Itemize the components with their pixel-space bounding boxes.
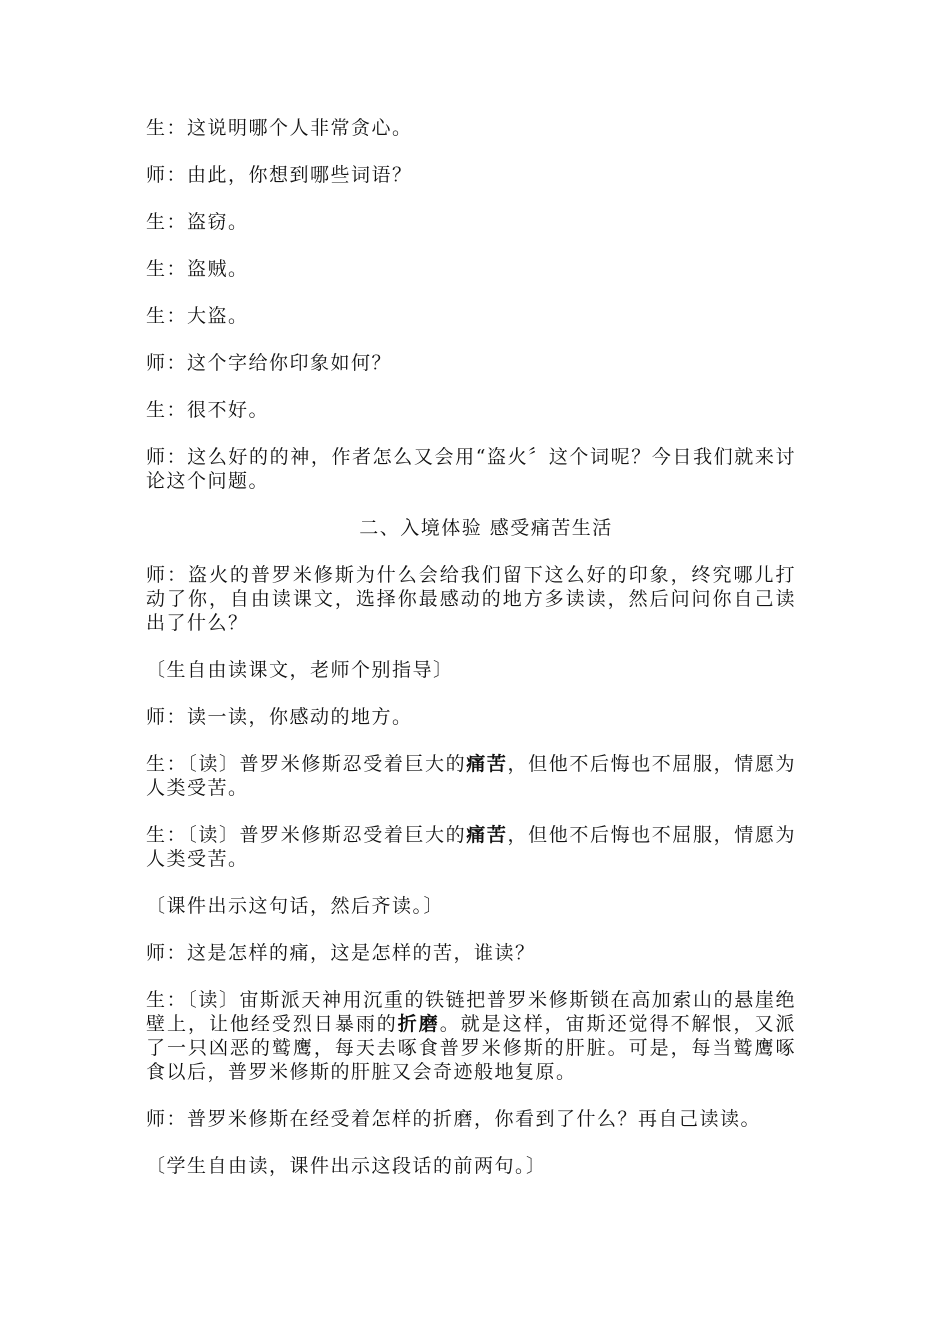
dialogue-line: 师：读一读，你感动的地方。 <box>146 706 413 728</box>
reading-text: 生：〔读〕普罗米修斯忍受着巨大的 <box>146 753 467 775</box>
dialogue-line: 师：盗火的普罗米修斯为什么会给我们留下这么好的印象，终究哪儿打动了你，自由读课文，选择你最感动的地方多读读，然后问问你自己读出了什么？ <box>146 564 796 634</box>
section-heading: 二、入境体验 感受痛苦生活 <box>359 517 613 539</box>
stage-direction: 〔学生自由读，课件出示这段话的前两句。〕 <box>146 1155 547 1177</box>
dialogue-line: 生：大盗。 <box>146 305 249 327</box>
reading-line <box>146 988 796 1084</box>
dialogue-line: 师：这是怎样的痛，这是怎样的苦，谁读？ <box>146 942 536 964</box>
stage-direction: 〔生自由读课文，老师个别指导〕 <box>146 659 454 681</box>
reading-text: ，但他不后悔也不屈服，情愿为人类受苦。 <box>146 753 796 799</box>
emphasis-text: 痛苦 <box>466 824 508 846</box>
reading-text: 生：〔读〕普罗米修斯忍受着巨大的 <box>146 824 467 846</box>
reading-text: 。就是这样，宙斯还觉得不解恨，又派了一只凶恶的鹫鹰，每天去啄食普罗米修斯的肝脏。可是，每当鹫鹰啄食以后，普罗米修斯的肝脏又会奇迹般地复原。 <box>146 1013 796 1083</box>
dialogue-line: 生：盗贼。 <box>146 258 249 280</box>
reading-text: 生：〔读〕宙斯派天神用沉重的铁链把普罗米修斯锁在高加索山的悬崖绝壁上，让他经受烈日暴雨的 <box>146 989 796 1035</box>
dialogue-line: 师：普罗米修斯在经受着怎样的折磨，你看到了什么？再自己读读。 <box>146 1108 762 1130</box>
dialogue-line: 师：这个字给你印象如何？ <box>146 352 393 374</box>
emphasis-text: 折磨 <box>397 1013 440 1035</box>
document-page <box>146 116 796 1201</box>
reading-line <box>146 752 796 800</box>
dialogue-line: 师：由此，你想到哪些词语？ <box>146 164 413 186</box>
dialogue-line: 生：这说明哪个人非常贪心。 <box>146 117 413 139</box>
dialogue-line: 生：盗窃。 <box>146 211 249 233</box>
emphasis-text: 痛苦 <box>466 753 508 775</box>
dialogue-line: 生：很不好。 <box>146 399 270 421</box>
stage-direction: 〔课件出示这句话，然后齐读。〕 <box>146 895 445 917</box>
dialogue-line: 师：这么好的的神，作者怎么又会用“盗火〞这个词呢？今日我们就来讨论这个问题。 <box>146 446 796 492</box>
reading-line <box>146 823 796 871</box>
reading-text: ，但他不后悔也不屈服，情愿为人类受苦。 <box>146 824 796 870</box>
